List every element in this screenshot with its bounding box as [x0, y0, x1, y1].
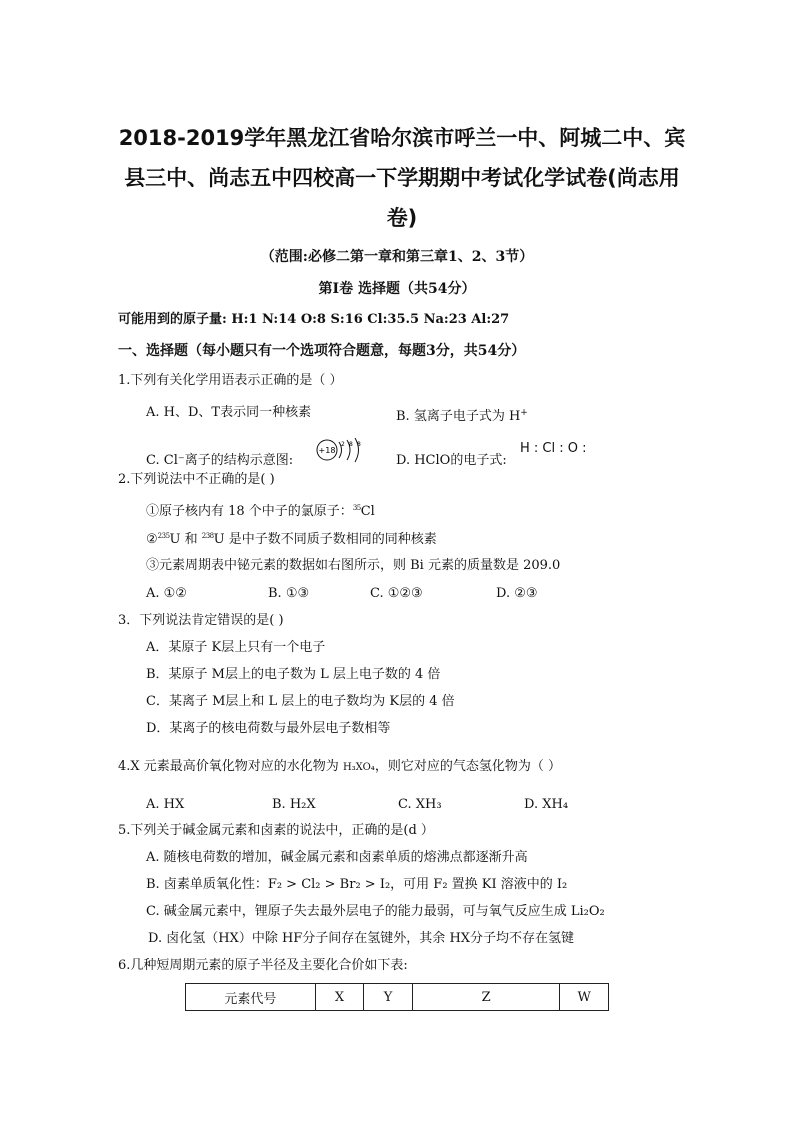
q5-option-d: D. 卤化氢（HX）中除 HF分子间存在氢键外，其余 HX分子均不存在氢键 — [148, 931, 575, 946]
table-header-cell: 元素代号 — [186, 984, 316, 1011]
table-header-cell: Z — [412, 984, 559, 1011]
q1-stem: 1.下列有关化学用语表示正确的是（ ） — [118, 373, 343, 388]
table-header-row — [186, 984, 609, 1011]
q3-option-d: D．某离子的核电荷数与最外层电子数相等 — [146, 721, 391, 736]
q4-stem: 4.X 元素最高价氧化物对应的水化物为 H₃XO₄，则它对应的气态氢化物为（ ） — [118, 759, 561, 774]
part-heading: 第Ⅰ卷 选择题（共54分） — [318, 281, 476, 297]
title-line-1: 2018-2019学年黑龙江省哈尔滨市呼兰一中、阿城二中、宾 — [118, 126, 686, 150]
q2-option-d: D. ②③ — [496, 586, 538, 601]
exam-scope: （范围:必修二第一章和第三章1、2、3节） — [260, 249, 534, 265]
q6-stem: 6.几种短周期元素的原子半径及主要化合价如下表: — [118, 958, 408, 973]
table-header-cell: X — [315, 984, 364, 1011]
table-header-cell: W — [560, 984, 609, 1011]
q4-option-a: A. HX — [146, 797, 185, 812]
q2-option-a: A. ①② — [146, 586, 187, 601]
q1-option-c: C. Cl⁻离子的结构示意图: — [146, 453, 294, 468]
section-heading: 一、选择题（每小题只有一个选项符合题意，每题3分，共54分） — [118, 343, 526, 359]
q2-option-b: B. ①③ — [268, 586, 310, 601]
q2-statement-2: ②$^{235}$U 和 $^{238}$U 是中子数不同质子数相同的同种核素 — [146, 532, 437, 547]
atomic-masses: 可能用到的原子量: H:1 N:14 O:8 S:16 Cl:35.5 Na:23 Al:27 — [118, 312, 510, 327]
table-header-cell: Y — [364, 984, 413, 1011]
chloride-ion-structure-diagram — [315, 436, 371, 466]
shell-3-count: 8 — [357, 441, 361, 448]
q3-option-c: C．某离子 M层上和 L 层上的电子数均为 K层的 4 倍 — [146, 694, 455, 709]
q4-option-b: B. H₂X — [272, 797, 316, 812]
element-table — [185, 983, 609, 1011]
q5-option-b: B. 卤素单质氧化性：F₂ > Cl₂ > Br₂ > I₂，可用 F₂ 置换 KI 溶液中的 I₂ — [146, 877, 568, 892]
hclo-electron-formula: H : Cl : O : — [520, 441, 587, 456]
q2-option-c: C. ①②③ — [370, 586, 423, 601]
q1-option-a: A. H、D、T表示同一种核素 — [146, 405, 312, 420]
q3-option-a: A．某原子 K层上只有一个电子 — [146, 640, 326, 655]
q5-option-c: C. 碱金属元素中，锂原子失去最外层电子的能力最弱，可与氧气反应生成 Li₂O₂ — [146, 904, 605, 919]
q4-option-c: C. XH₃ — [398, 797, 442, 812]
document-title — [112, 118, 692, 238]
nucleus-charge: +18 — [318, 446, 336, 455]
q1-option-d: D. HClO的电子式: — [396, 453, 507, 468]
q5-stem: 5.下列关于碱金属元素和卤素的说法中，正确的是(d ） — [118, 823, 434, 838]
shell-1-count: 2 — [341, 441, 345, 448]
title-line-3: 卷) — [386, 206, 418, 230]
q3-option-b: B．某原子 M层上的电子数为 L 层上电子数的 4 倍 — [146, 667, 441, 682]
q2-stem: 2.下列说法中不正确的是( ) — [118, 472, 275, 487]
q3-stem: 3．下列说法肯定错误的是( ) — [118, 613, 284, 628]
shell-2-count: 8 — [349, 441, 353, 448]
q4-option-d: D. XH₄ — [524, 797, 569, 812]
q2-statement-1: ①原子核内有 18 个中子的氯原子：$^{35}$Cl — [146, 504, 375, 519]
q1-option-b: B. 氢离子电子式为 H+ — [396, 408, 528, 424]
title-line-2: 县三中、尚志五中四校高一下学期期中考试化学试卷(尚志用 — [124, 166, 680, 190]
q5-option-a: A. 随核电荷数的增加，碱金属元素和卤素单质的熔沸点都逐渐升高 — [146, 850, 528, 865]
q2-statement-3: ③元素周期表中铋元素的数据如右图所示，则 Bi 元素的质量数是 209.0 — [146, 558, 561, 573]
